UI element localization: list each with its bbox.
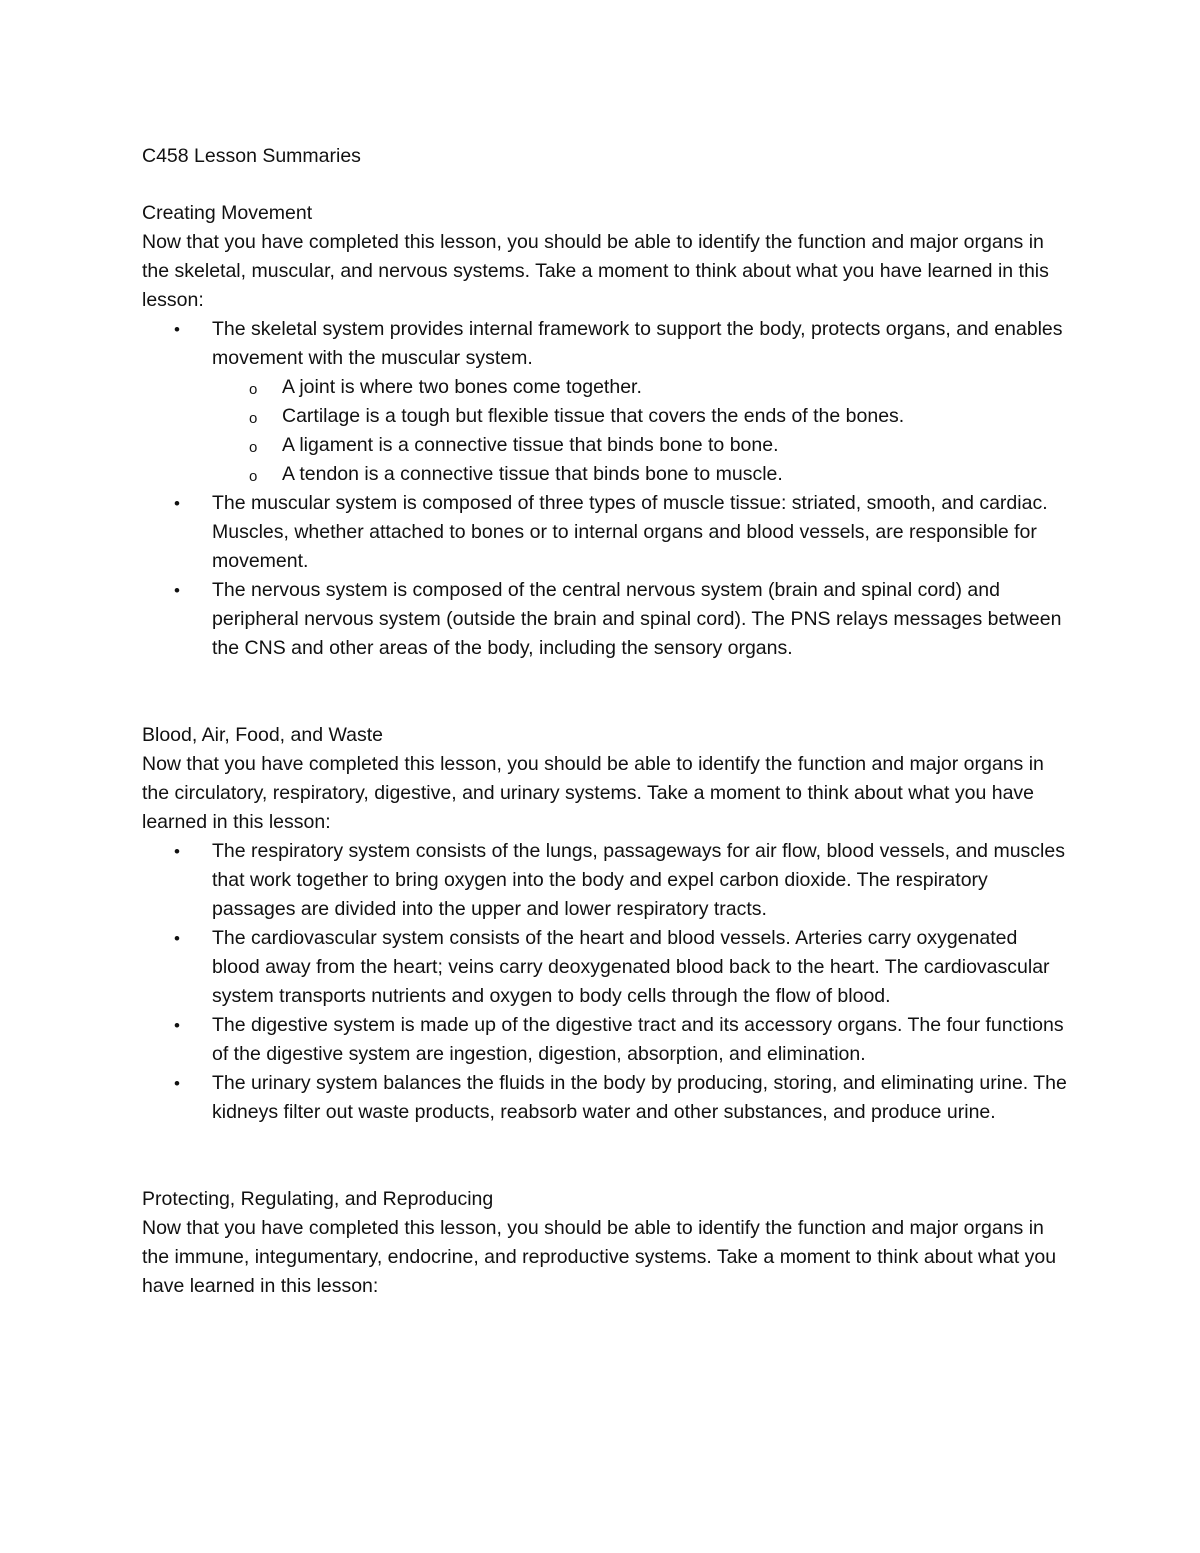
bullet-icon: •: [174, 494, 180, 513]
sub-list-item: [142, 402, 1070, 431]
sub-list-item: [142, 373, 1070, 402]
bullet-icon: •: [174, 842, 180, 861]
section-heading: Creating Movement: [142, 202, 313, 224]
list-item: [142, 924, 1070, 1011]
bullet-icon: •: [174, 929, 180, 948]
list-item-text: The skeletal system provides internal framework to support the body, protects organs, and enables movement with the muscular system.: [212, 318, 1063, 369]
list-item: [142, 1011, 1070, 1069]
section-intro: Now that you have completed this lesson, you should be able to identify the function and major organs in the skeletal, muscular, and nervous systems. Take a moment to think about what you have learned in this lesson:: [142, 231, 1049, 311]
bullet-list: [142, 837, 1070, 1127]
section-heading: Blood, Air, Food, and Waste: [142, 724, 383, 746]
sub-list-item-text: A ligament is a connective tissue that binds bone to bone.: [282, 434, 779, 456]
sub-list-item-text: A tendon is a connective tissue that binds bone to muscle.: [282, 463, 783, 485]
sub-list-item: [142, 431, 1070, 460]
list-item: [142, 489, 1070, 576]
list-item: [142, 315, 1070, 489]
bullet-icon: •: [174, 1074, 180, 1093]
sub-bullet-icon: o: [249, 439, 258, 456]
list-item-text: The digestive system is made up of the digestive tract and its accessory organs. The four functions of the digestive system are ingestion, digestion, absorption, and elimination.: [212, 1014, 1064, 1065]
sub-bullet-icon: o: [249, 468, 258, 485]
bullet-list: [142, 315, 1070, 663]
sub-list-item-text: A joint is where two bones come together.: [282, 376, 642, 398]
list-item-text: The cardiovascular system consists of the heart and blood vessels. Arteries carry oxygenated blood away from the heart; veins carry deoxygenated blood back to the heart. The cardiovascular system transports nutrients and oxygen to body cells through the flow of blood.: [212, 927, 1050, 1007]
section-creating-movement: [142, 199, 1070, 663]
section-protecting-regulating-reproducing: [142, 1185, 1070, 1301]
list-item: [142, 837, 1070, 924]
list-item-text: The respiratory system consists of the lungs, passageways for air flow, blood vessels, and muscles that work together to bring oxygen into the body and expel carbon dioxide. The respiratory passages are divided into the upper and lower respiratory tracts.: [212, 840, 1065, 920]
sub-bullet-icon: o: [249, 410, 258, 427]
bullet-icon: •: [174, 320, 180, 339]
section-intro: Now that you have completed this lesson, you should be able to identify the function and major organs in the immune, integumentary, endocrine, and reproductive systems. Take a moment to think about what you have learned in this lesson:: [142, 1217, 1057, 1297]
sub-bullet-icon: o: [249, 381, 258, 398]
section-blood-air-food-waste: [142, 721, 1070, 1127]
list-item: [142, 576, 1070, 663]
list-item-text: The nervous system is composed of the central nervous system (brain and spinal cord) and peripheral nervous system (outside the brain and spinal cord). The PNS relays messages between the CNS and other areas of the body, including the sensory organs.: [212, 579, 1062, 659]
document-title: C458 Lesson Summaries: [142, 145, 361, 167]
sub-bullet-list: [212, 373, 1070, 489]
section-heading: Protecting, Regulating, and Reproducing: [142, 1188, 494, 1210]
bullet-icon: •: [174, 1016, 180, 1035]
list-item: [142, 1069, 1070, 1127]
bullet-icon: •: [174, 581, 180, 600]
section-intro: Now that you have completed this lesson, you should be able to identify the function and major organs in the circulatory, respiratory, digestive, and urinary systems. Take a moment to think about what you have learned in this lesson:: [142, 753, 1044, 833]
list-item-text: The muscular system is composed of three types of muscle tissue: striated, smooth, and cardiac. Muscles, whether attached to bones or to internal organs and blood vessels, are responsible for movement.: [212, 492, 1048, 572]
sub-list-item: [142, 460, 1070, 489]
list-item-text: The urinary system balances the fluids in the body by producing, storing, and eliminating urine. The kidneys filter out waste products, reabsorb water and other substances, and produce urine.: [212, 1072, 1067, 1123]
sub-list-item-text: Cartilage is a tough but flexible tissue that covers the ends of the bones.: [282, 405, 905, 427]
